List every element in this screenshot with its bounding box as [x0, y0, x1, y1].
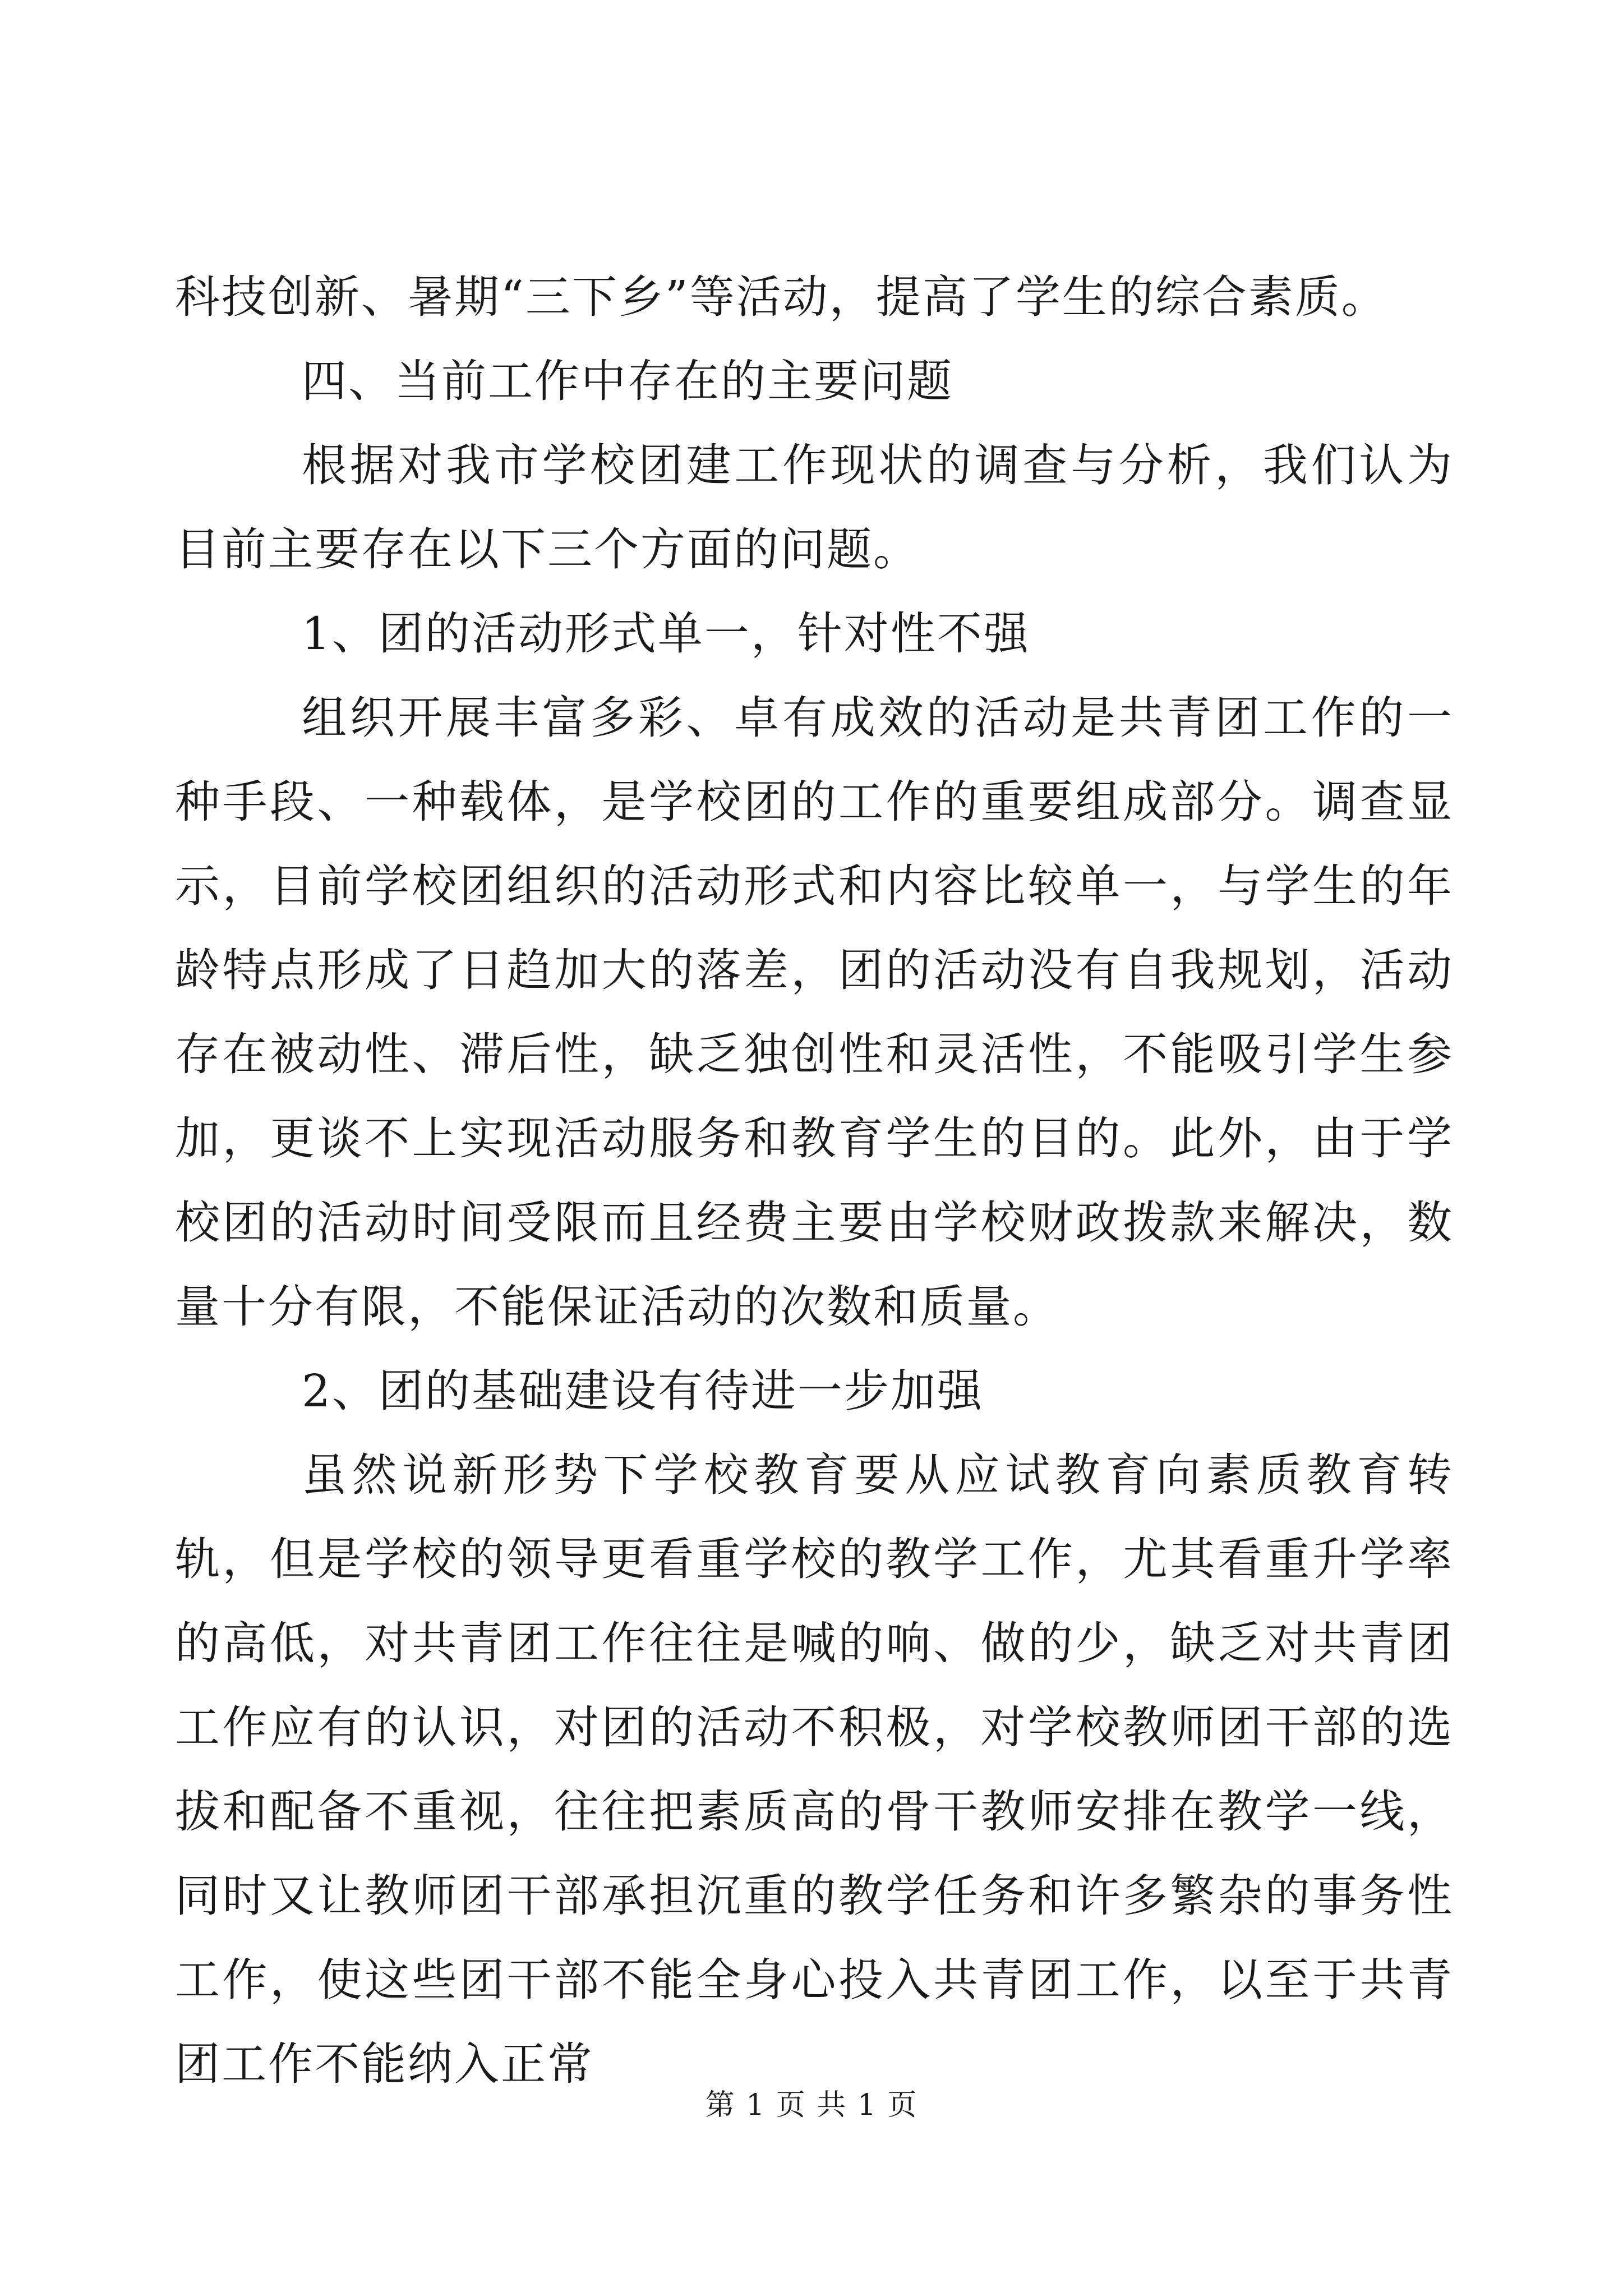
document-body	[175, 255, 1454, 2106]
section-heading: 四、当前工作中存在的主要问题	[302, 355, 953, 407]
paragraph: 虽然说新形势下学校教育要从应试教育向素质教育转轨，但是学校的领导更看重学校的教学工作，尤其看重升学率的高低，对共青团工作往往是喊的响、做的少，缺乏对共青团工作应有的认识，对团的活动不积极，对学校教师团干部的选拔和配备不重视，往往把素质高的骨干教师安排在教学一线，同时又让教师团干部承担沉重的教学任务和许多繁杂的事务性工作，使这些团干部不能全身心投入共青团工作，以至于共青团工作不能纳入正常	[175, 1449, 1454, 2090]
subsection-heading: 1、团的活动形式单一，针对性不强	[302, 608, 1030, 660]
page-number: 第 1 页 共 1 页	[705, 2088, 918, 2122]
page-footer	[0, 2086, 1623, 2125]
subsection-heading: 2、团的基础建设有待进一步加强	[302, 1365, 984, 1417]
paragraph: 科技创新、暑期“三下乡”等活动，提高了学生的综合素质。	[175, 271, 1388, 323]
paragraph: 组织开展丰富多彩、卓有成效的活动是共青团工作的一种手段、一种载体，是学校团的工作的重要组成部分。调查显示，目前学校团组织的活动形式和内容比较单一，与学生的年龄特点形成了日趋加大的落差，团的活动没有自我规划，活动存在被动性、滞后性，缺乏独创性和灵活性，不能吸引学生参加，更谈不上实现活动服务和教育学生的目的。此外，由于学校团的活动时间受限而且经费主要由学校财政拨款来解决，数量十分有限，不能保证活动的次数和质量。	[175, 692, 1454, 1333]
paragraph: 根据对我市学校团建工作现状的调查与分析，我们认为目前主要存在以下三个方面的问题。	[175, 439, 1454, 576]
